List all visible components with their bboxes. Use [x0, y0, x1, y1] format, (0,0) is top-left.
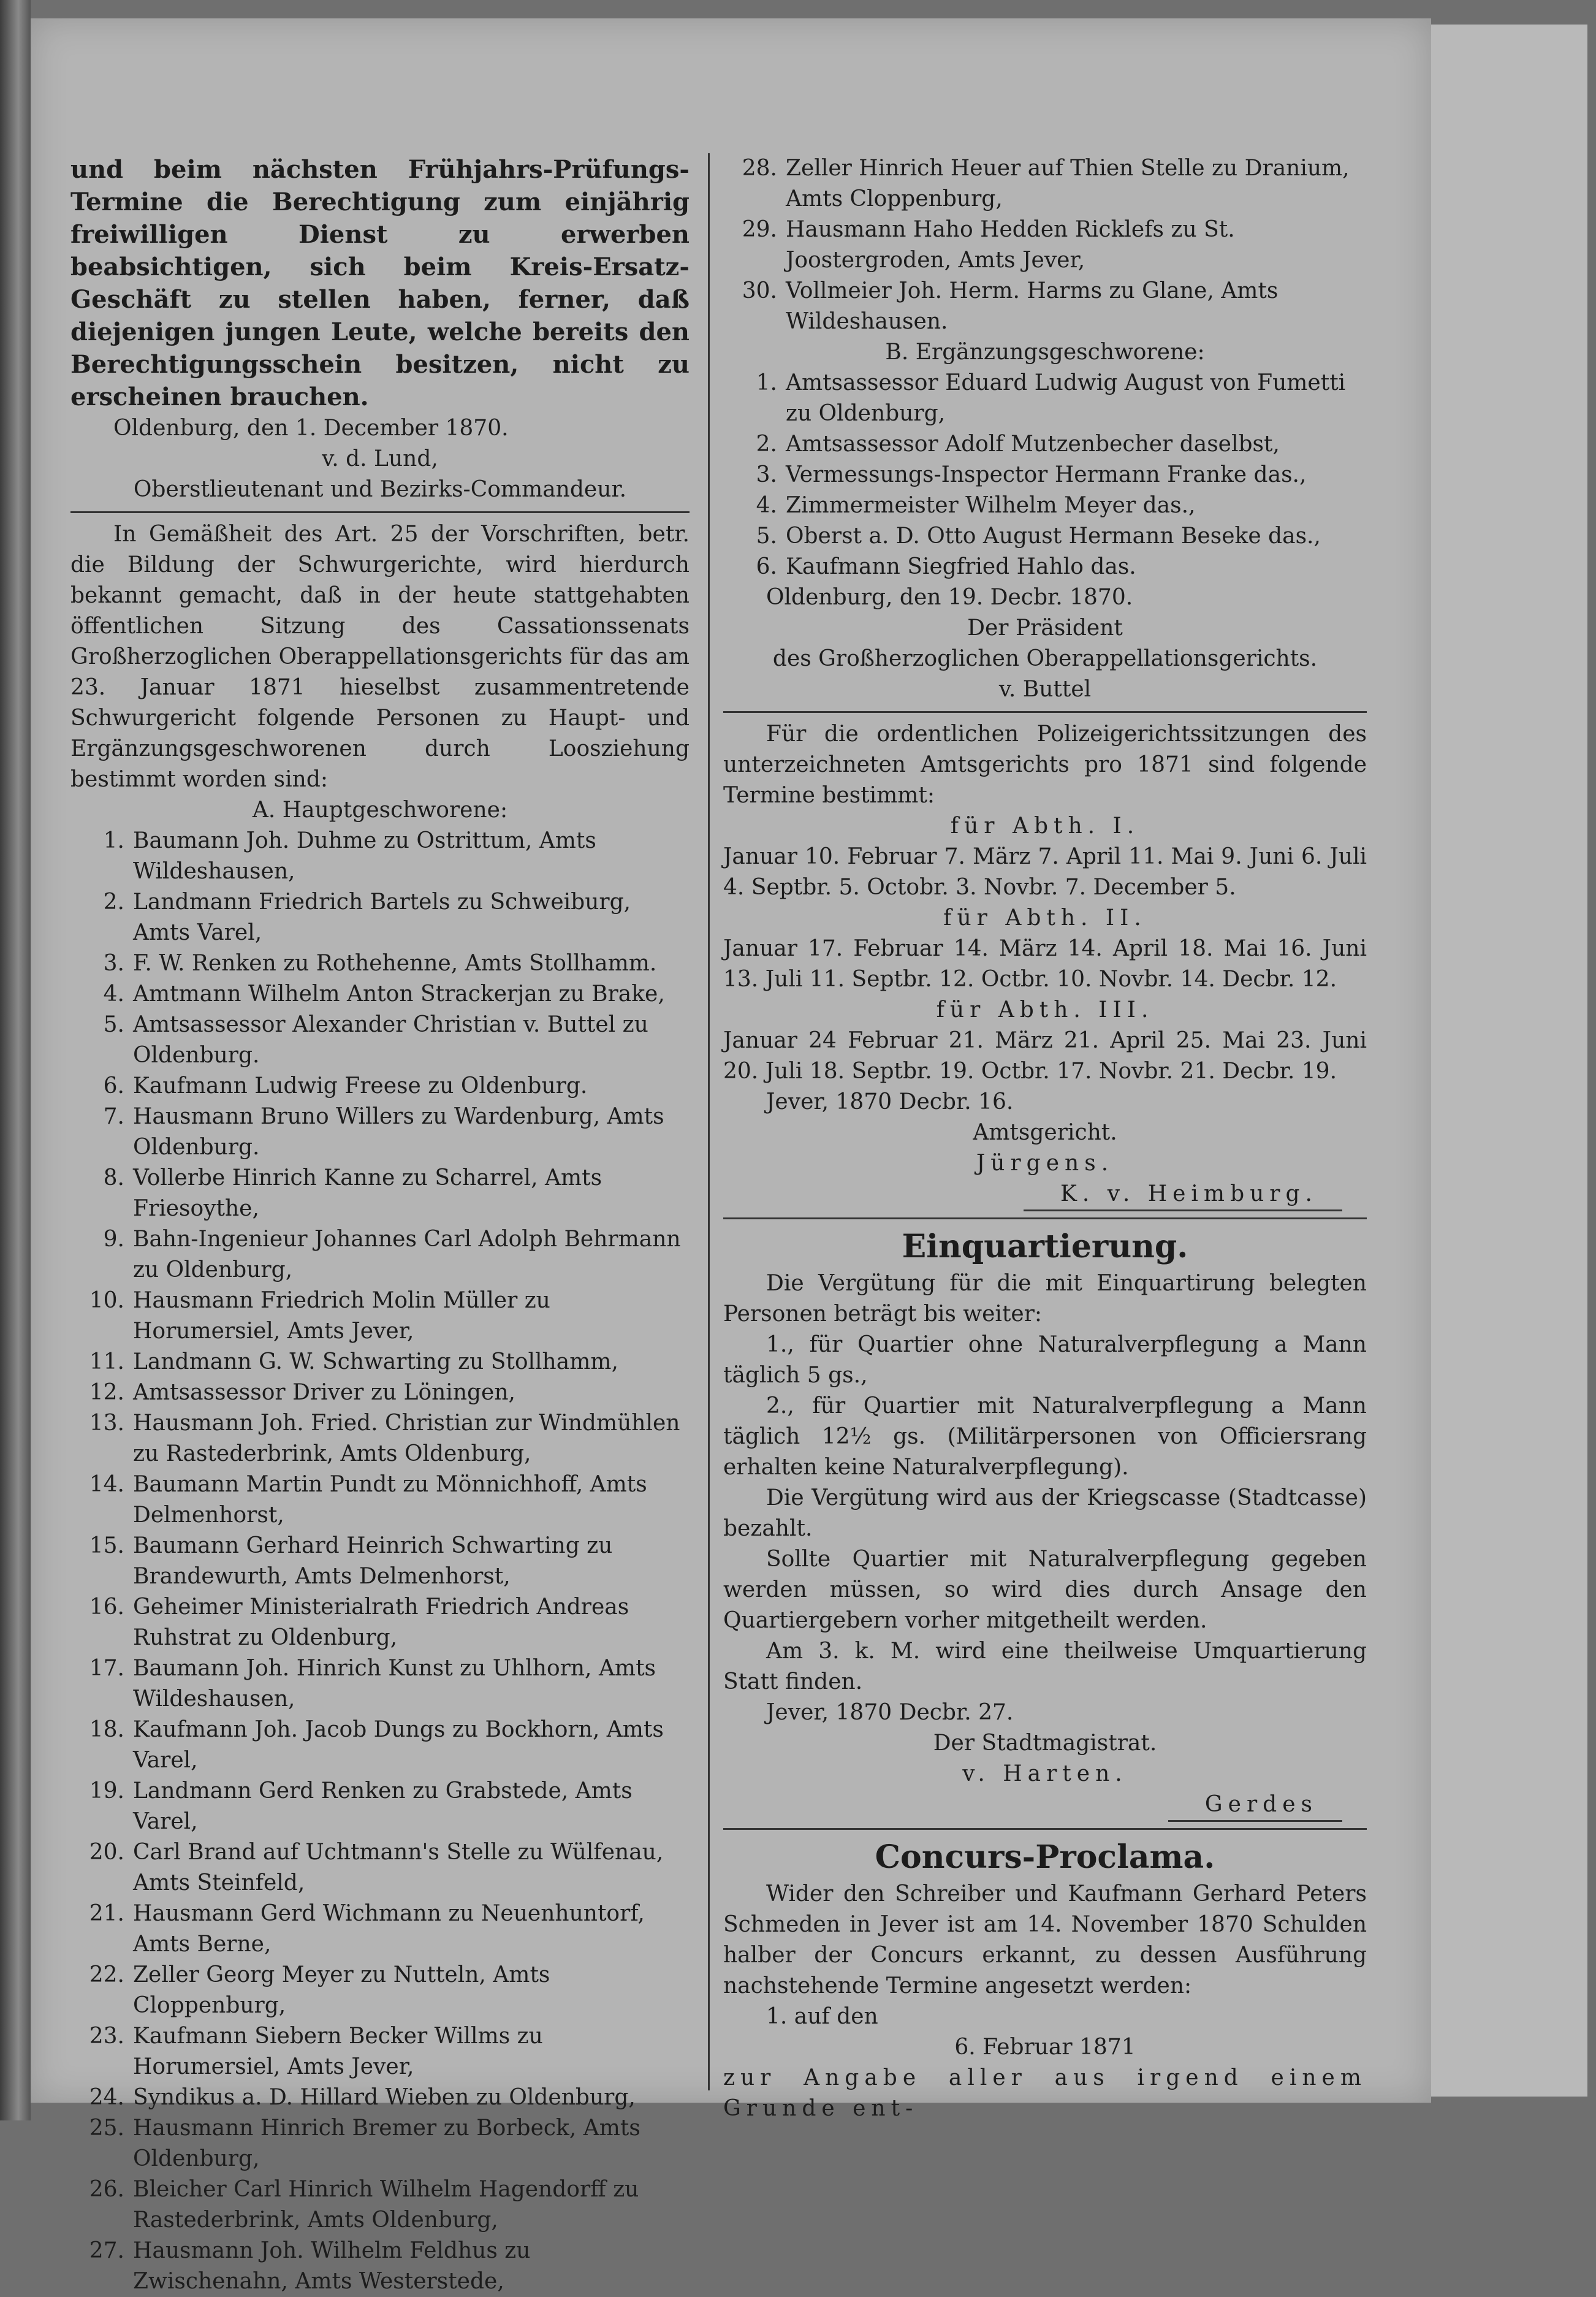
list-item-text: Hausmann Hinrich Bremer zu Borbeck, Amts Oldenburg, [133, 2116, 640, 2171]
list-item [70, 887, 690, 948]
list-item-text: Geheimer Ministerialrath Friedrich Andreas Ruhstrat zu Oldenburg, [133, 1594, 629, 1650]
date-line-b: Oldenburg, den 19. Decbr. 1870. [766, 585, 1133, 610]
concurs-item-1: 1. auf den [766, 2004, 878, 2029]
signer-d2: Gerdes [1168, 1789, 1342, 1822]
list-item-number: 19. [89, 1778, 124, 1804]
newspaper-page [31, 18, 1431, 2294]
list-item [723, 368, 1367, 429]
list-item-number: 29. [742, 217, 777, 242]
list-item-text: F. W. Renken zu Rothehenne, Amts Stollhamm. [133, 951, 657, 976]
column-rule [708, 153, 710, 2090]
einq-item-2: 2., für Quartier mit Naturalverpflegung a Mann täglich 12½ gs. (Militärpersonen von Officiersrang erhalten keine Naturalverpflegung). [723, 1393, 1367, 1480]
list-item-number: 16. [89, 1594, 124, 1620]
list-item-number: 18. [89, 1717, 124, 1742]
list-item-number: 2. [103, 889, 124, 915]
list-item-text: Hausmann Bruno Willers zu Wardenburg, Amts Oldenburg. [133, 1104, 664, 1160]
list-item [70, 979, 690, 1010]
abth-2-heading: für Abth. II. [943, 905, 1147, 931]
list-item-text: Zeller Georg Meyer zu Nutteln, Amts Cloppenburg, [133, 1962, 550, 2018]
list-item [70, 1653, 690, 1715]
list-item [70, 1286, 690, 1347]
list-item-text: Hausmann Joh. Fried. Christian zur Windmühlen zu Rastederbrink, Amts Oldenburg, [133, 1411, 680, 1466]
list-item-number: 30. [742, 278, 777, 303]
concurs-end: zur Angabe aller aus irgend einem Grunde ent- [723, 2065, 1367, 2121]
list-item-number: 21. [89, 1901, 124, 1926]
einq-item-1: 1., für Quartier ohne Naturalverpflegung a Mann täglich 5 gs., [723, 1332, 1367, 1388]
list-item-number: 3. [756, 462, 777, 487]
list-item-number: 13. [89, 1411, 124, 1436]
list-item-text: Vermessungs-Inspector Hermann Franke das., [786, 462, 1307, 487]
signer-b: v. Buttel [998, 677, 1092, 702]
list-item-number: 10. [89, 1288, 124, 1313]
abth-3-heading: für Abth. III. [936, 997, 1154, 1023]
list-item [70, 1010, 690, 1071]
list-item [723, 490, 1367, 521]
concurs-heading: Concurs-Proclama. [875, 1838, 1215, 1876]
list-item-text: Baumann Martin Pundt zu Mönnichhoff, Amts Delmenhorst, [133, 1472, 647, 1528]
list-item-number: 4. [756, 493, 777, 518]
list-item-number: 22. [89, 1962, 124, 1987]
list-item [70, 2082, 690, 2113]
section-a-heading: A. Hauptgeschworene: [252, 798, 508, 823]
list-item [723, 429, 1367, 460]
list-item [70, 1531, 690, 1592]
abth-1-heading: für Abth. I. [950, 813, 1140, 839]
list-item-number: 4. [103, 981, 124, 1007]
jury-list-a-cont [723, 153, 1367, 337]
signer-c: Jürgens. [976, 1151, 1114, 1176]
list-item [70, 1163, 690, 1224]
list-item-number: 14. [89, 1472, 124, 1497]
list-item [70, 1377, 690, 1408]
list-item-number: 26. [89, 2177, 124, 2202]
list-item [70, 2113, 690, 2174]
list-item [70, 1592, 690, 1653]
list-item [70, 2174, 690, 2236]
list-item-text: Landmann G. W. Schwarting zu Stollhamm, [133, 1349, 618, 1374]
jury-list-b [723, 368, 1367, 582]
date-line-d: Jever, 1870 Decbr. 27. [766, 1700, 1014, 1725]
einq-intro: Die Vergütung für die mit Einquartirung belegten Personen beträgt bis weiter: [723, 1271, 1367, 1327]
list-item [70, 948, 690, 979]
list-item-text: Kaufmann Ludwig Freese zu Oldenburg. [133, 1073, 588, 1099]
divider [723, 711, 1367, 713]
list-item-number: 28. [742, 156, 777, 181]
list-item-text: Kaufmann Siegfried Hahlo das. [786, 554, 1136, 579]
list-item-text: Bleicher Carl Hinrich Wilhelm Hagendorff zu Rastederbrink, Amts Oldenburg, [133, 2177, 639, 2233]
list-item-text: Hausmann Haho Hedden Ricklefs zu St. Joostergroden, Amts Jever, [786, 217, 1235, 273]
amtsgericht: Amtsgericht. [973, 1120, 1117, 1145]
list-item-text: Amtmann Wilhelm Anton Strackerjan zu Brake, [133, 981, 665, 1007]
list-item-number: 5. [756, 524, 777, 549]
list-item [70, 1071, 690, 1102]
list-item [723, 276, 1367, 337]
divider [70, 511, 690, 513]
list-item-text: Baumann Joh. Hinrich Kunst zu Uhlhorn, Amts Wildeshausen, [133, 1656, 656, 1712]
list-item [723, 153, 1367, 215]
list-item-number: 2. [756, 432, 777, 457]
list-item-text: Zeller Hinrich Heuer auf Thien Stelle zu Dranium, Amts Cloppenburg, [786, 156, 1350, 211]
signer-c2-row [723, 1179, 1367, 1211]
list-item-text: Bahn-Ingenieur Johannes Carl Adolph Behrmann zu Oldenburg, [133, 1227, 681, 1282]
police-intro: Für die ordentlichen Polizeigerichtssitzungen des unterzeichneten Amtsgerichts pro 1871 sind folgende Termine bestimmt: [723, 722, 1367, 808]
signer-c2: K. v. Heimburg. [1024, 1179, 1342, 1211]
stadtmagistrat: Der Stadtmagistrat. [933, 1731, 1157, 1756]
einq-text-5: Am 3. k. M. wird eine theilweise Umquartierung Statt finden. [723, 1639, 1367, 1694]
list-item [723, 552, 1367, 582]
section-b-heading: B. Ergänzungsgeschworene: [885, 340, 1205, 365]
back-page-edge [1404, 25, 1587, 2097]
signer: v. d. Lund, [322, 446, 438, 471]
list-item-text: Baumann Gerhard Heinrich Schwarting zu Brandewurth, Amts Delmenhorst, [133, 1533, 613, 1589]
list-item-text: Kaufmann Siebern Becker Willms zu Horumersiel, Amts Jever, [133, 2024, 543, 2079]
signer-d2-row [723, 1789, 1367, 1822]
jury-notice: In Gemäßheit des Art. 25 der Vorschriften, betr. die Bildung der Schwurgerichte, wird hierdurch bekannt gemacht, daß in der heute stattgehabten öffentlichen Sitzung des Cassationssenats Großherzoglichen Oberappellationsgerichts für das am 23. Januar 1871 hieselbst zusammentretende Schwurgericht folgende Personen zu Haupt- und Ergänzungsgeschworenen durch Loosziehung bestimmt worden sind: [70, 522, 690, 792]
list-item-text: Landmann Friedrich Bartels zu Schweiburg, Amts Varel, [133, 889, 631, 945]
signer-d: v. Harten. [962, 1761, 1128, 1786]
list-item-text: Baumann Joh. Duhme zu Ostrittum, Amts Wildeshausen, [133, 828, 596, 884]
list-item-number: 24. [89, 2085, 124, 2110]
list-item-number: 5. [103, 1012, 124, 1037]
date-line: Oldenburg, den 1. December 1870. [113, 416, 509, 441]
list-item-text: Vollmeier Joh. Herm. Harms zu Glane, Amts Wildeshausen. [786, 278, 1279, 334]
list-item-number: 1. [756, 370, 777, 395]
list-item [70, 2236, 690, 2297]
list-item [70, 1776, 690, 1837]
einquartierung-heading: Einquartierung. [902, 1228, 1188, 1265]
court-name: des Großherzoglichen Oberappellationsgerichts. [772, 646, 1318, 671]
abth-1-dates: Januar 10. Februar 7. März 7. April 11. Mai 9. Juni 6. Juli 4. Septbr. 5. Octobr. 3. Novbr. 7. December 5. [723, 844, 1367, 900]
list-item-number: 20. [89, 1840, 124, 1865]
concurs-date: 6. Februar 1871 [954, 2035, 1136, 2060]
signer-title: Oberstlieutenant und Bezirks-Commandeur. [133, 477, 627, 502]
abth-3-dates: Januar 24 Februar 21. März 21. April 25. Mai 23. Juni 20. Juli 18. Septbr. 19. Octbr. 17. Novbr. 21. Decbr. 19. [723, 1028, 1367, 1084]
list-item-text: Kaufmann Joh. Jacob Dungs zu Bockhorn, Amts Varel, [133, 1717, 664, 1773]
list-item-number: 1. [103, 828, 124, 853]
jury-list-a [70, 826, 690, 2297]
divider [723, 1217, 1367, 1219]
list-item [723, 521, 1367, 552]
list-item-number: 25. [89, 2116, 124, 2141]
list-item-number: 6. [103, 1073, 124, 1099]
praesident: Der Präsident [967, 615, 1123, 641]
abth-2-dates: Januar 17. Februar 14. März 14. April 18. Mai 16. Juni 13. Juli 11. Septbr. 12. Octbr. 10. Novbr. 14. Decbr. 12. [723, 936, 1367, 992]
list-item [70, 1469, 690, 1531]
list-item [70, 1715, 690, 1776]
list-item [70, 1408, 690, 1469]
einq-text-4: Sollte Quartier mit Naturalverpflegung gegeben werden müssen, so wird dies durch Ansage den Quartiergebern vorher mitgetheilt werden. [723, 1547, 1367, 1633]
list-item-text: Hausmann Gerd Wichmann zu Neuenhuntorf, Amts Berne, [133, 1901, 645, 1957]
einq-text-3: Die Vergütung wird aus der Kriegscasse (Stadtcasse) bezahlt. [723, 1485, 1367, 1541]
list-item [70, 1224, 690, 1286]
list-item-text: Oberst a. D. Otto August Hermann Beseke das., [786, 524, 1321, 549]
bold-intro: und beim nächsten Frühjahrs-Prüfungs-Termine die Berechtigung zum einjährig freiwilligen Dienst zu erwerben beabsichtigen, sich beim Kreis-Ersatz-Geschäft zu stellen haben, ferner, daß diejenigen jungen Leute, welche bereits den Berechtigungsschein besitzen, nicht zu erscheinen brauchen. [70, 155, 690, 411]
list-item-text: Amtsassessor Driver zu Löningen, [133, 1380, 515, 1405]
list-item-text: Syndikus a. D. Hillard Wieben zu Oldenburg, [133, 2085, 636, 2110]
list-item [723, 215, 1367, 276]
list-item-text: Carl Brand auf Uchtmann's Stelle zu Wülfenau, Amts Steinfeld, [133, 1840, 664, 1895]
list-item [70, 826, 690, 887]
list-item-number: 8. [103, 1165, 124, 1190]
list-item-text: Hausmann Friedrich Molin Müller zu Horumersiel, Amts Jever, [133, 1288, 550, 1344]
list-item-text: Landmann Gerd Renken zu Grabstede, Amts Varel, [133, 1778, 633, 1834]
right-column [723, 153, 1367, 2124]
list-item-text: Amtsassessor Adolf Mutzenbecher daselbst, [786, 432, 1280, 457]
list-item [70, 1960, 690, 2021]
book-binding [0, 0, 31, 2120]
list-item-number: 6. [756, 554, 777, 579]
list-item-number: 23. [89, 2024, 124, 2049]
list-item-number: 11. [89, 1349, 124, 1374]
list-item [70, 1347, 690, 1377]
list-item-text: Hausmann Joh. Wilhelm Feldhus zu Zwischenahn, Amts Westerstede, [133, 2238, 531, 2294]
list-item [70, 2021, 690, 2082]
list-item-text: Amtsassessor Alexander Christian v. Buttel zu Oldenburg. [133, 1012, 648, 1068]
list-item [70, 1899, 690, 1960]
concurs-text: Wider den Schreiber und Kaufmann Gerhard Peters Schmeden in Jever ist am 14. November 1870 Schulden halber der Concurs erkannt, zu dessen Ausführung nachstehende Termine angesetzt werden: [723, 1881, 1367, 1998]
list-item-number: 12. [89, 1380, 124, 1405]
list-item-number: 9. [103, 1227, 124, 1252]
list-item-number: 3. [103, 951, 124, 976]
list-item [70, 1837, 690, 1899]
list-item-text: Amtsassessor Eduard Ludwig August von Fumetti zu Oldenburg, [786, 370, 1346, 426]
list-item-text: Vollerbe Hinrich Kanne zu Scharrel, Amts Friesoythe, [133, 1165, 602, 1221]
list-item-number: 17. [89, 1656, 124, 1681]
list-item-number: 27. [89, 2238, 124, 2263]
list-item-text: Zimmermeister Wilhelm Meyer das., [786, 493, 1196, 518]
left-column [70, 153, 690, 2297]
list-item-number: 15. [89, 1533, 124, 1558]
list-item [723, 460, 1367, 490]
date-line-c: Jever, 1870 Decbr. 16. [766, 1089, 1014, 1114]
divider [723, 1828, 1367, 1830]
list-item [70, 1102, 690, 1163]
list-item-number: 7. [103, 1104, 124, 1129]
